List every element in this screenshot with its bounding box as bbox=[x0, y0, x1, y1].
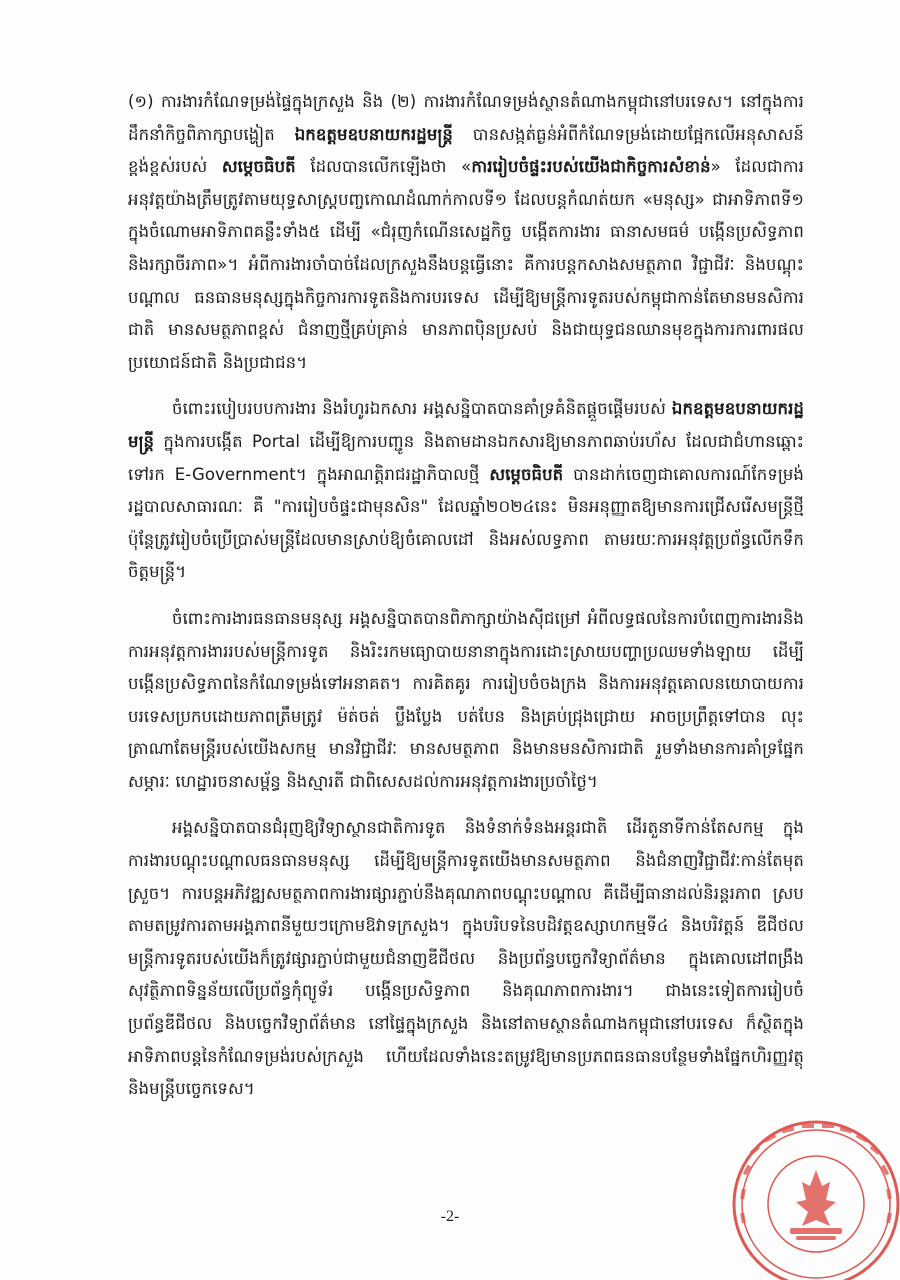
official-seal-stamp bbox=[720, 1108, 900, 1280]
text-segment: ចំពោះការងារធនធានមនុស្ស អង្គសន្និបាតបានពិភាក្សាយ៉ាងស៊ីជម្រៅ អំពីលទ្ធផលនៃការបំពេញការងារនិងការអនុវត្តការងាររបស់មន្ត្រីការទូត និងរិះរកមធ្យោបាយនានាក្នុងការដោះស្រាយបញ្ហាប្រឈមទាំងឡាយ ដើម្បីបង្កើនប្រសិទ្ធភាពនៃកំណែទម្រង់ទៅអនាគត។ ការគិតគូរ ការរៀបចំចងក្រង និងការអនុវត្តគោលនយោបាយការបរទេសប្រកបដោយភាពត្រឹមត្រូវ ម៉ត់ចត់ ប្លឹងប្លែង បត់បែន និងគ្រប់ជ្រុងជ្រោយ អាចប្រព្រឹត្តទៅបាន លុះត្រាណាតែមន្ត្រីរបស់យើងសកម្ម មានវិជ្ជាជីវៈ មានសមត្ថភាព និងមានមនសិការជាតិ រួមទាំងមានការគាំទ្រផ្នែកសម្ភារៈ ហេដ្ឋារចនាសម្ព័ន្ធ និងស្មារតី ជាពិសេសដល់ការអនុវត្តការងារប្រចាំថ្ងៃ។ bbox=[128, 608, 804, 791]
bold-text-segment: សម្តេចធិបតី bbox=[221, 157, 296, 177]
text-segment: បានដាក់ចេញជាគោលការណ៍កែទម្រង់រដ្ឋបាលសាធារណៈ គឺ "ការរៀបចំផ្ទះជាមុនសិន" ដែលឆ្នាំ២០២៤នេះ មិនអនុញ្ញាតឱ្យមានការជ្រើសរើសមន្ត្រីថ្មី ប៉ុន្តែត្រូវរៀបចំប្រើប្រាស់មន្ត្រីដែលមានស្រាប់ឱ្យចំគោលដៅ និងអស់លទ្ធភាព តាមរយៈការអនុវត្តប្រព័ន្ធលើកទឹកចិត្តមន្ត្រី។ bbox=[128, 464, 804, 582]
text-segment: (១) ការងារកំណែទម្រង់ផ្ទៃក្នុងក្រសួង និង (២) ការងារកំណែទម្រង់ស្ថានតំណាងកម្ពុជានៅបរទេស។ នៅក្នុងការដឹកនាំកិច្ចពិភាក្សាបង្ហៀត bbox=[128, 92, 804, 144]
body-paragraph bbox=[128, 812, 804, 1105]
document-body bbox=[128, 86, 804, 1120]
page-number: -2- bbox=[440, 1208, 460, 1225]
text-segment: ដែលបានលើកឡើងថា « bbox=[295, 157, 472, 177]
bold-text-segment: ឯកឧត្តមឧបនាយករដ្ឋមន្ត្រី bbox=[128, 399, 804, 451]
text-segment: បានសង្កត់ធ្ងន់អំពីកំណែទម្រង់ដោយផ្អែកលើអនុសាសន៍ខ្ពង់ខ្ពស់របស់ bbox=[128, 124, 804, 177]
bold-text-segment: សម្តេចធិបតី bbox=[489, 464, 564, 484]
text-segment: » ដែលជាការអនុវត្តយ៉ាងត្រឹមត្រូវតាមយុទ្ធសាស្ត្របញ្ចកោណដំណាក់កាលទី១ ដែលបន្តកំណត់យក «មនុស្ស» ជាអាទិភាពទី១ ក្នុងចំណោមអាទិភាពគន្លឹះទាំង៥ ដើម្បី «ជំរុញកំណើនសេដ្ឋកិច្ច បង្កើតការងារ ធានាសមធម៌ បង្កើនប្រសិទ្ធភាព និងរក្សាចីរភាព»។ អំពីការងារចាំបាច់ដែលក្រសួងនឹងបន្តធ្វើនោះ គឺការបន្តកសាងសមត្ថភាព វិជ្ជាជីវៈ និងបណ្តុះបណ្តាល ធនធានមនុស្សក្នុងកិច្ចការការទូតនិងការបរទេស ដើម្បីឱ្យមន្ត្រីការទូតរបស់កម្ពុជាកាន់តែមានមនសិការជាតិ មានសមត្ថភាពខ្ពស់ ជំនាញថ្មីគ្រប់គ្រាន់ មានភាពប៉ិនប្រសប់ និងជាយុទ្ធជនឈានមុខក្នុងការការពារផលប្រយោជន៍ជាតិ និងប្រជាជន។ bbox=[128, 157, 804, 372]
text-segment: ចំពោះរបៀបរបបការងារ និងរំហូរឯកសារ អង្គសន្និបាតបានគាំទ្រគំនិតផ្តួចផ្តើមរបស់ bbox=[172, 399, 672, 419]
body-paragraph bbox=[128, 393, 804, 589]
body-paragraph bbox=[128, 86, 804, 379]
text-segment: ក្នុងការបង្កើត Portal ដើម្បីឱ្យការបញ្ជូន និងតាមដានឯកសារឱ្យមានភាពឆាប់រហ័ស ដែលជាជំហានឆ្ពោះទៅរក E-Government។ ក្នុងអាណត្តិរាជរដ្ឋាភិបាលថ្មី bbox=[128, 431, 804, 484]
body-paragraph bbox=[128, 603, 804, 799]
bold-text-segment: ការរៀបចំផ្ទះរបស់យើងជាកិច្ចការសំខាន់ bbox=[471, 157, 711, 177]
bold-text-segment: ឯកឧត្តមឧបនាយករដ្ឋមន្ត្រី bbox=[294, 124, 453, 144]
text-segment: អង្គសន្និបាតបានជំរុញឱ្យវិទ្យាស្ថានជាតិការទូត និងទំនាក់ទំនងអន្តរជាតិ ដើរតួនាទីកាន់តែសកម្ម ក្នុងការងារបណ្តុះបណ្តាលធនធានមនុស្ស ដើម្បីឱ្យមន្ត្រីការទូតយើងមានសមត្ថភាព និងជំនាញវិជ្ជាជីវៈកាន់តែមុតស្រួច។ ការបន្តអភិវឌ្ឍសមត្ថភាពការងារផ្សារភ្ជាប់នឹងគុណភាពបណ្តុះបណ្តាល គឺដើម្បីធានាដល់និរន្តរភាព ស្របតាមតម្រូវការតាមអង្គភាពនីមួយៗក្រោមឱវាទក្រសួង។ ក្នុងបរិបទនៃបដិវត្តឧស្សាហកម្មទី៤ និងបរិវត្តន៍ ឌីជីថល មន្ត្រីការទូតរបស់យើងក៏ត្រូវផ្សារភ្ជាប់ជាមួយជំនាញឌីជីថល និងប្រព័ន្ធបច្ចេកវិទ្យាព័ត៌មាន ក្នុងគោលដៅពង្រឹងសុវត្ថិភាពទិន្នន័យលើប្រព័ន្ធកុំព្យូទ័រ បង្កើនប្រសិទ្ធភាព និងគុណភាពការងារ។ ជាងនេះទៀតការរៀបចំប្រព័ន្ធឌីជីថល និងបច្ចេកវិទ្យាព័ត៌មាន នៅផ្ទៃក្នុងក្រសួង និងនៅតាមស្ថានតំណាងកម្ពុជានៅបរទេស ក៏ស្ថិតក្នុងអាទិភាពបន្តនៃកំណែទម្រង់របស់ក្រសួង ហើយដែលទាំងនេះតម្រូវឱ្យមានប្រភពធនធានបន្ថែមទាំងផ្នែកហិរញ្ញវត្ថុ និងមន្ត្រីបច្ចេកទេស។ bbox=[128, 818, 804, 1099]
